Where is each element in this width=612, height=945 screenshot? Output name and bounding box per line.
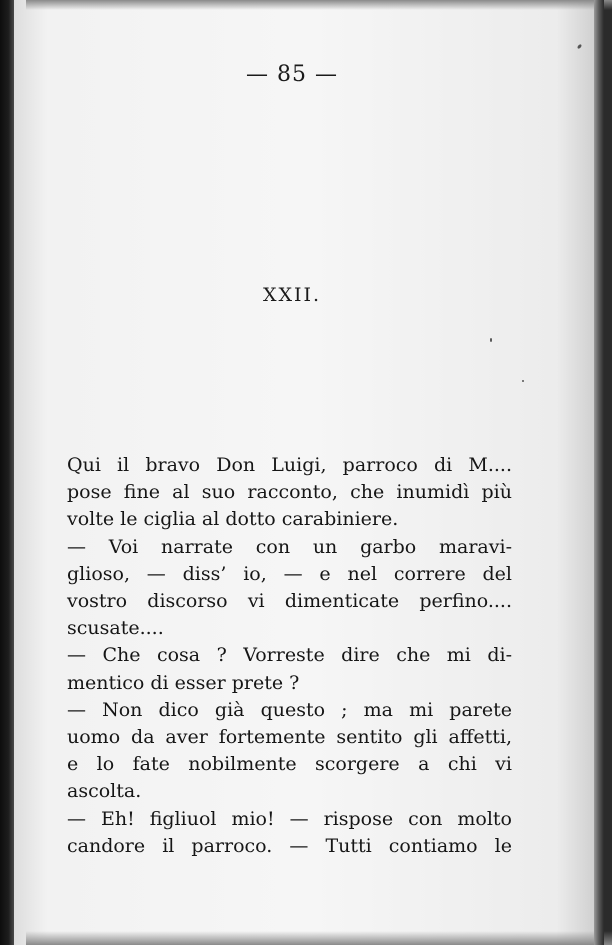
text-line: — Voi narrate con un garbo maravi- xyxy=(67,535,512,558)
paper-sheet xyxy=(12,0,604,945)
paper-speck xyxy=(522,380,524,382)
text-line: ascolta. xyxy=(67,780,142,803)
top-shadow xyxy=(26,0,612,10)
chapter-heading: XXII. xyxy=(262,284,322,306)
text-line: vostro discorso vi dimenticate perfino.... xyxy=(67,590,512,613)
text-line: — Non dico già questo ; ma mi parete xyxy=(67,698,512,721)
text-line: candore il parroco. — Tutti contiamo le xyxy=(67,834,512,857)
text-line: uomo da aver fortemente sentito gli affetti, xyxy=(67,726,512,749)
book-binding-edge xyxy=(0,0,14,945)
text-line: e lo fate nobilmente scorgere a chi vi xyxy=(67,753,512,776)
text-line: pose fine al suo racconto, che inumidì più xyxy=(67,481,512,504)
body-text xyxy=(67,452,512,860)
paper-speck xyxy=(490,338,492,342)
text-line: scusate.... xyxy=(67,617,164,640)
bottom-shadow xyxy=(26,931,612,945)
page-number: — 85 — xyxy=(246,62,338,87)
text-line: Qui il bravo Don Luigi, parroco di M.... xyxy=(67,454,512,476)
text-line: volte le ciglia al dotto carabiniere. xyxy=(67,508,399,531)
text-line: glioso, — diss’ io, — e nel correre del xyxy=(67,562,512,585)
text-line: mentico di esser prete ? xyxy=(67,671,300,694)
text-line: — Eh! figliuol mio! — rispose con molto xyxy=(67,807,512,830)
paper-speck xyxy=(577,44,583,50)
text-line: — Che cosa ? Vorreste dire che mi di- xyxy=(67,644,512,667)
page-right-edge xyxy=(594,0,604,945)
